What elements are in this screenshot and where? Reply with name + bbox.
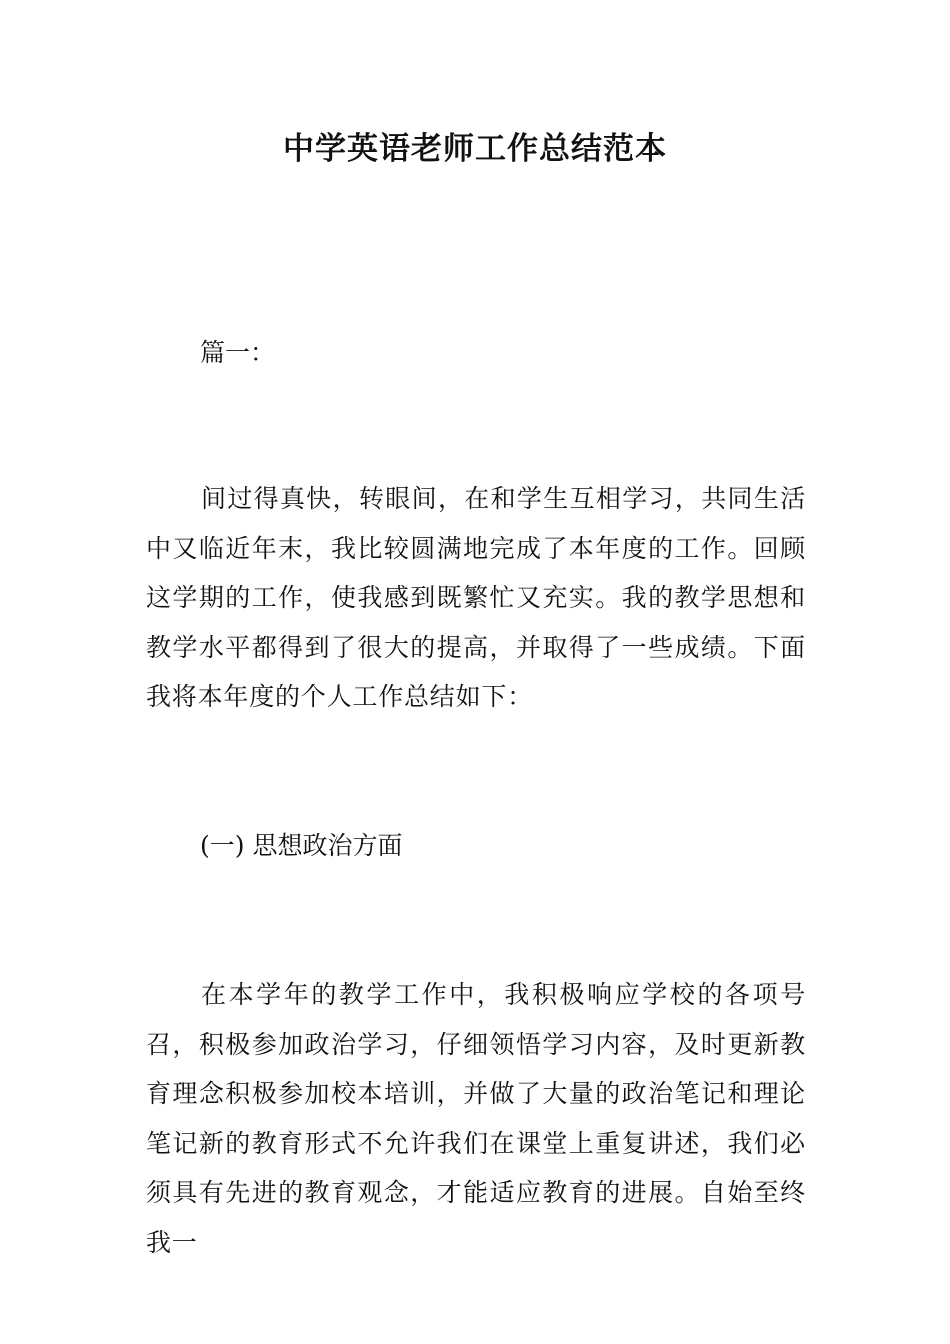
- section-heading-ideology-politics: (一) 思想政治方面: [200, 831, 403, 860]
- part-heading: 篇一：: [200, 338, 276, 367]
- intro-paragraph: 间过得真快，转眼间，在和学生互相学习，共同生活中又临近年末，我比较圆满地完成了本年度的工作。回顾这学期的工作，使我感到既繁忙又充实。我的教学思想和教学水平都得到了很大的提高，并取得了一些成绩。下面我将本年度的个人工作总结如下：: [146, 484, 806, 711]
- document-title: 中学英语老师工作总结范本: [283, 131, 667, 167]
- section-paragraph-ideology-politics: 在本学年的教学工作中，我积极响应学校的各项号召，积极参加政治学习，仔细领悟学习内容，及时更新教育理念积极参加校本培训，并做了大量的政治笔记和理论笔记新的教育形式不允许我们在课堂上重复讲述，我们必须具有先进的教育观念，才能适应教育的进展。自始至终我一: [146, 980, 806, 1257]
